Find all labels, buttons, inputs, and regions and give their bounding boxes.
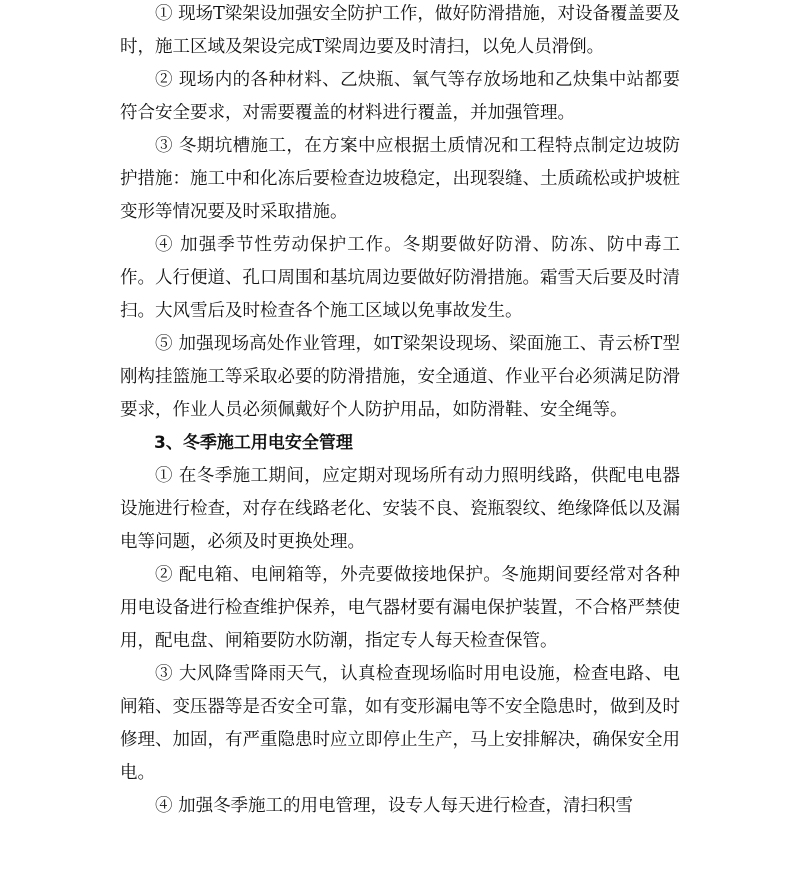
paragraph-trench-construction: ③ 冬期坑槽施工，在方案中应根据土质情况和工程特点制定边坡防护措施：施工中和化冻后要检查边坡稳定，出现裂缝、土质疏松或护坡桩变形等情况要及时采取措施。: [120, 136, 680, 222]
document-page: [120, 0, 680, 823]
paragraph-line-inspection: ① 在冬季施工期间，应定期对现场所有动力照明线路，供配电电器设施进行检查，对存在线路老化、安装不良、瓷瓶裂纹、绝缘降低以及漏电等问题，必须及时更换处理。: [120, 466, 680, 552]
paragraph-material-storage: ② 现场内的各种材料、乙炔瓶、氧气等存放场地和乙炔集中站都要符合安全要求，对需要覆盖的材料进行覆盖，并加强管理。: [120, 70, 680, 123]
paragraph-distribution-box: ② 配电箱、电闸箱等，外壳要做接地保护。冬施期间要经常对各种用电设备进行检查维护保养，电气器材要有漏电保护装置，不合格严禁使用，配电盘、闸箱要防水防潮，指定专人每天检查保管。: [120, 565, 680, 651]
paragraph-power-management: ④ 加强冬季施工的用电管理，设专人每天进行检查，清扫积雪: [155, 796, 634, 816]
paragraph-slip-protection: ① 现场T梁架设加强安全防护工作，做好防滑措施，对设备覆盖要及时，施工区域及架设完成T梁周边要及时清扫，以免人员滑倒。: [120, 4, 680, 57]
paragraph-labor-protection: ④ 加强季节性劳动保护工作。冬期要做好防滑、防冻、防中毒工作。人行便道、孔口周围和基坑周边要做好防滑措施。霜雪天后要及时清扫。大风雪后及时检查各个施工区域以免事故发生。: [120, 235, 680, 321]
paragraph-high-altitude-work: ⑤ 加强现场高处作业管理，如T梁架设现场、梁面施工、青云桥T型刚构挂篮施工等采取必要的防滑措施，安全通道、作业平台必须满足防滑要求，作业人员必须佩戴好个人防护用品，如防滑鞋、安全绳等。: [120, 334, 680, 420]
section-heading: 3、冬季施工用电安全管理: [154, 433, 353, 453]
paragraph-severe-weather: ③ 大风降雪降雨天气，认真检查现场临时用电设施，检查电路、电闸箱、变压器等是否安全可靠，如有变形漏电等不安全隐患时，做到及时修理、加固，有严重隐患时应立即停止生产，马上安排解决，确保安全用电。: [120, 664, 680, 783]
